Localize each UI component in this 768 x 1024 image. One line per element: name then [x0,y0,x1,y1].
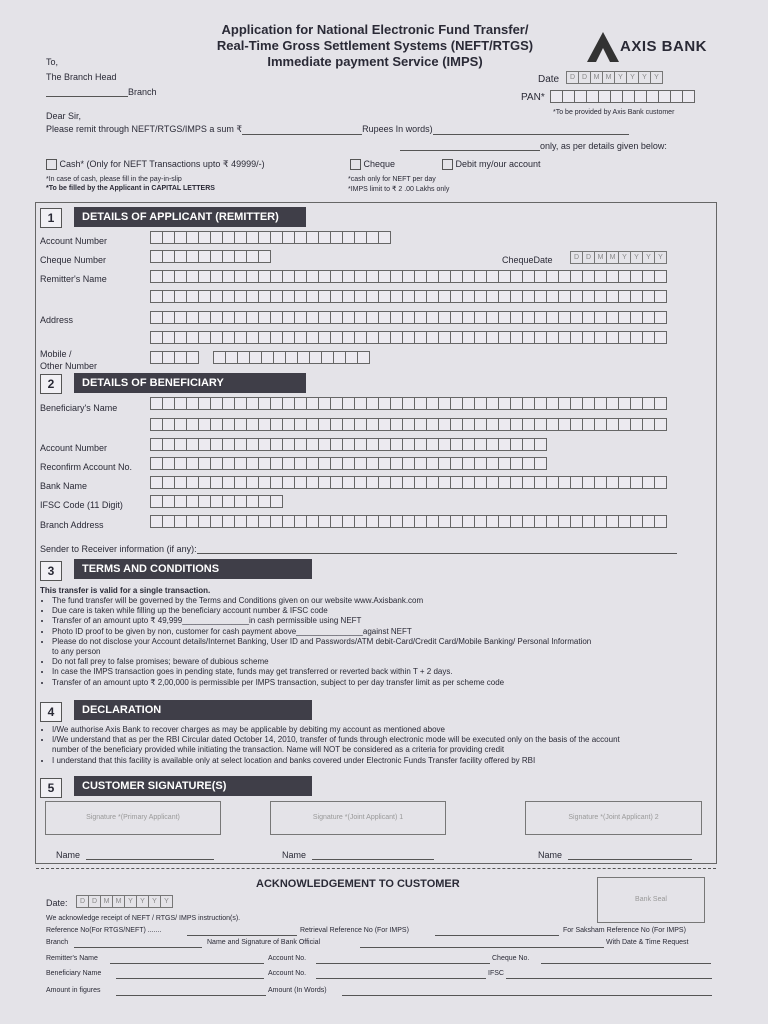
declaration-list: • I/We authorise Axis Bank to recover charges as may be applicable by debiting my account as mentioned above • I/We understand that as per the RBI Circular dated October 14, 2010, transfer of funds through electronic mode will be executed only on the basis of the account number of the beneficiary provided while initiating the transaction. Name will NOT be considered as a criteria for providing credit • I understand that this facility is available only at select location and banks covered under Electronic Funds Transfer facility offered by RBI [40,725,620,766]
ack-beneficiary-name: Beneficiary Name [46,970,102,977]
account-number-label: Account Number [40,236,108,246]
branch-address-label: Branch Address [40,520,104,530]
char-box[interactable] [378,231,391,244]
axis-bank-logo [583,30,623,69]
ack-saksham: For Saksham Reference No (For IMPS) [563,927,686,934]
date-boxes[interactable]: D D M M Y Y Y Y [566,71,662,84]
section-2-number: 2 [40,374,62,394]
ack-amount-figures-input[interactable] [116,995,266,996]
note-cash-slip: *In case of cash, please fill in the pay-in-slip [46,176,182,183]
ack-branch: Branch [46,939,69,946]
ack-ifsc-input[interactable] [506,978,712,979]
note-imps-limit: *IMPS limit to ₹ 2 .00 Lakhs only [348,186,450,193]
section-2-heading: DETAILS OF BENEFICIARY [74,373,306,393]
name-joint2-input[interactable] [568,850,692,860]
char-box[interactable] [258,250,271,263]
remitter-name-label: Remitter's Name [40,274,107,284]
sender-info-line: Sender to Receiver information (if any): [40,544,677,554]
section-4-number: 4 [40,702,62,722]
bank-name-label: Bank Name [40,481,88,491]
terms-intro: This transfer is valid for a single transaction. [40,586,211,595]
pan-boxes[interactable] [550,90,694,103]
section-5-number: 5 [40,778,62,798]
bank-name: AXIS BANK [620,38,708,55]
section-1-heading: DETAILS OF APPLICANT (REMITTER) [74,207,306,227]
branch-input[interactable] [46,87,128,97]
cheque-date-label: ChequeDate [502,255,553,265]
ben-account-number-label: Account Number [40,443,108,453]
ack-retrieval: Retrieval Reference No (For IMPS) [300,927,409,934]
ack-ref-no-input[interactable] [187,935,297,936]
tear-line [36,868,716,869]
bank-name-boxes[interactable] [150,476,666,489]
ack-ref-no: Reference No(For RTGS/NEFT) ....... [46,927,162,934]
beneficiary-name-boxes-2[interactable] [150,418,666,431]
account-number-boxes[interactable] [150,231,390,244]
ack-account-no-2-input[interactable] [316,978,486,979]
char-box[interactable] [654,476,667,489]
ben-account-number-boxes[interactable] [150,438,546,451]
name-joint1: Name [282,850,434,860]
bank-seal-box: Bank Seal [597,877,705,923]
name-joint1-input[interactable] [312,850,434,860]
ack-cheque-no: Cheque No. [492,955,530,962]
cheque-number-label: Cheque Number [40,255,107,265]
cash-checkbox[interactable] [46,159,57,170]
date-label: Date [538,74,560,85]
ack-account-no-1: Account No. [268,955,307,962]
char-box[interactable] [534,438,547,451]
char-box[interactable] [654,331,667,344]
signature-primary-box[interactable]: Signature *(Primary Applicant) [45,801,221,835]
ack-ifsc: IFSC [488,970,504,977]
address-label: Address [40,315,74,325]
reconfirm-account-boxes[interactable] [150,457,546,470]
ifsc-boxes[interactable] [150,495,282,508]
mobile-number-boxes[interactable] [213,351,369,364]
ifsc-label: IFSC Code (11 Digit) [40,500,123,510]
debit-checkbox[interactable] [442,159,453,170]
branch-line: Branch [46,87,157,97]
address-boxes-1[interactable] [150,311,666,324]
cheque-option[interactable]: Cheque [350,159,395,170]
cash-option[interactable]: Cash* (Only for NEFT Transactions upto ₹ 49999/-) [46,159,265,170]
remit-line: Please remit through NEFT/RTGS/IMPS a sum ₹ Rupees In words) [46,124,629,135]
ack-date-boxes[interactable]: D D M M Y Y Y Y [76,895,172,908]
remitter-name-boxes-1[interactable] [150,270,666,283]
ack-receipt: We acknowledge receipt of NEFT / RTGS/ IMPS instruction(s). [46,915,241,922]
address-boxes-2[interactable] [150,331,666,344]
name-primary-input[interactable] [86,850,214,860]
ack-retrieval-input[interactable] [435,935,559,936]
only-line: only, as per details given below: [400,141,667,151]
section-3-number: 3 [40,561,62,581]
cheque-checkbox[interactable] [350,159,361,170]
ack-remitter-name: Remitter's Name [46,955,98,962]
name-joint2: Name [538,850,692,860]
reconfirm-account-label: Reconfirm Account No. [40,462,133,472]
beneficiary-name-label: Beneficiary's Name [40,403,118,413]
note-cash-neft: *cash only for NEFT per day [348,176,436,183]
cheque-number-boxes[interactable] [150,250,270,263]
cheque-date-boxes[interactable]: D D M M Y Y Y Y [570,251,666,264]
char-box[interactable] [654,418,667,431]
ack-amount-words: Amount (In Words) [268,987,327,994]
ack-heading: ACKNOWLEDGEMENT TO CUSTOMER [256,878,460,890]
ack-official: Name and Signature of Bank Official [207,939,321,946]
ack-beneficiary-name-input[interactable] [116,978,264,979]
char-box[interactable] [357,351,370,364]
remitter-name-boxes-2[interactable] [150,290,666,303]
section-4-heading: DECLARATION [74,700,312,720]
char-box[interactable] [654,397,667,410]
ack-date-label: Date: [46,898,68,908]
section-3-heading: TERMS AND CONDITIONS [74,559,312,579]
char-box[interactable] [534,457,547,470]
section-1-number: 1 [40,208,62,228]
char-box[interactable] [654,290,667,303]
section-5-heading: CUSTOMER SIGNATURE(S) [74,776,312,796]
sender-info-input[interactable] [197,544,677,554]
ack-cheque-no-input[interactable] [541,963,711,964]
ack-datetime: With Date & Time Request [606,939,689,946]
char-box[interactable] [654,270,667,283]
dear-sir: Dear Sir, [46,111,82,121]
ack-remitter-name-input[interactable] [110,963,264,964]
signature-joint1-box[interactable]: Signature *(Joint Applicant) 1 [270,801,446,835]
branch-address-boxes[interactable] [150,515,666,528]
terms-list: • The fund transfer will be governed by the Terms and Conditions given on our website www.Axisbank.com • Due care is taken while filling up the beneficiary account number & IFSC code • Transfer of an amount upto ₹ 49,999_______________in cash permissible using NEFT • Photo ID proof to be given by non, customer for cash payment above_______________against NEFT • Please do not disclose your Account details/Internet Banking, User ID and Passwords/ATM debit-Card/Credit Card/Mobile Banking/ Personal Information to any person • Do not fall prey to false promises; beware of dubious scheme • In case the IMPS transaction goes in pending state, funds may get transferred or reverted back within T + 2 days. • Transfer of an amount upto ₹ 2,00,000 is permissible per IMPS transaction, subject to per day transfer limit as per scheme code [40,596,591,688]
amount-words-input-2[interactable] [400,141,540,151]
ack-branch-input[interactable] [74,947,202,948]
pan-label: PAN* [521,92,545,103]
to-label: To, [46,57,59,67]
mobile-prefix-boxes[interactable] [150,351,198,364]
ack-amount-words-input[interactable] [342,995,712,996]
branch-head-label: The Branch Head [46,72,117,82]
form-title: Application for National Electronic Fund Transfer/ Real-Time Gross Settlement Systems (NEFT/RTGS) Immediate payment Service (IMPS) [216,22,534,69]
ack-account-no-2: Account No. [268,970,307,977]
char-box[interactable] [654,311,667,324]
amount-words-input[interactable] [433,125,629,135]
name-primary: Name [56,850,214,860]
ack-account-no-1-input[interactable] [316,963,490,964]
char-box[interactable] [186,351,199,364]
amount-input[interactable] [242,125,362,135]
pan-note: *To be provided by Axis Bank customer [553,109,675,116]
mobile-label: Mobile / [40,349,72,359]
char-box[interactable] [654,515,667,528]
beneficiary-name-boxes-1[interactable] [150,397,666,410]
signature-joint2-box[interactable]: Signature *(Joint Applicant) 2 [525,801,702,835]
debit-option[interactable]: Debit my/our account [442,159,541,170]
ack-official-input[interactable] [360,947,604,948]
ack-amount-figures: Amount in figures [46,987,101,994]
char-box[interactable] [270,495,283,508]
other-number-label: Other Number [40,361,98,371]
note-capital: *To be filled by the Applicant in CAPITAL LETTERS [46,185,215,192]
